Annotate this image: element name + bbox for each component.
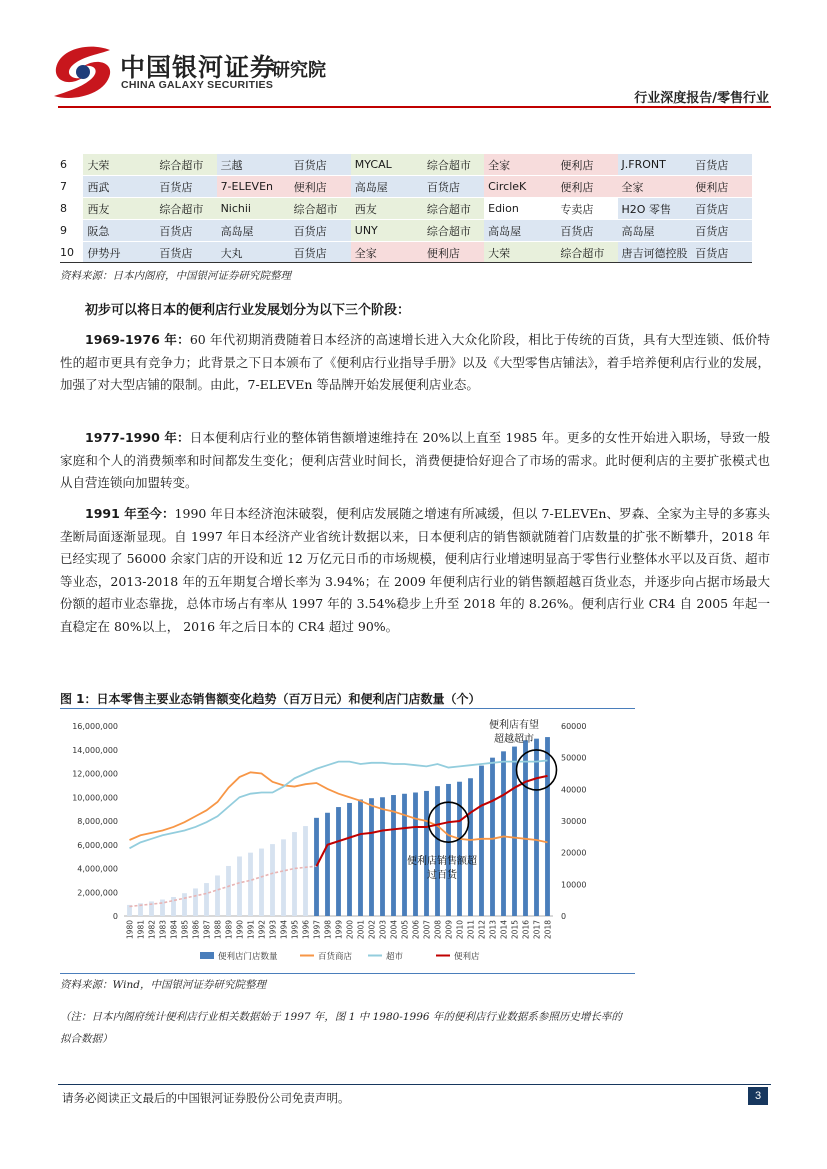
paragraph-text: 日本便利店行业的整体销售额增速维持在 20%以上直至 1985 年。更多的女性开始进入职场，导致一般家庭和个人的消费频率和时间都发生变化；便利店营业时间长，消费便捷恰好迎合了市场的需求。此时便利店的主要扩张模式也从自营连锁向加盟转变。 [60,430,770,490]
store-count-bar [446,784,451,916]
store-type-cell: 百货店 [290,154,351,176]
store-type-cell: 百货店 [423,176,484,198]
x-axis-tick-label: 1981 [136,920,146,940]
store-count-bar [490,758,495,916]
x-axis-tick-label: 1988 [213,920,223,940]
figure-note: （注：日本内阁府统计便利店行业相关数据始于 1997 年，图 1 中 1980-1996 年的便利店行业数据系参照历史增长率的拟合数据） [60,1011,622,1045]
store-type-cell: 综合超市 [423,154,484,176]
store-name-cell: 伊势丹 [83,242,155,264]
store-type-cell: 综合超市 [423,220,484,242]
paragraph-lead: 1969-1976 年： [85,332,190,347]
store-type-cell: 便利店 [423,242,484,264]
store-type-cell: 百货店 [155,242,216,264]
store-name-cell: 高岛屋 [351,176,423,198]
x-axis-tick-label: 2018 [543,920,553,940]
x-axis-tick-label: 1999 [334,920,344,940]
store-name-cell: 大荣 [83,154,155,176]
store-name-cell: J.FRONT [618,154,692,176]
x-axis-tick-label: 2013 [488,920,498,940]
store-name-cell: 大丸 [217,242,290,264]
store-count-bar [336,807,341,916]
x-axis-tick-label: 2001 [356,920,366,940]
store-name-cell: 全家 [351,242,423,264]
table-row [60,220,752,242]
figure-title-rule [60,708,635,709]
paragraph-text: 60 年代初期消费随着日本经济的高速增长进入大众化阶段，相比于传统的百货，具有大型连锁、低价特性的超市更具有竞争力；此背景之下日本颁布了《便利店行业指导手册》以及《大型零售店铺法》，着手培养便利店行业的发展，加强了对大型店铺的限制。由此，7-ELEVEn 等品牌开始发展便利店业态。 [60,332,770,392]
figure-source: 资料来源：Wind，中国银河证券研究院整理 [60,979,266,991]
legend-swatch [200,952,214,959]
report-header [0,0,827,110]
store-name-cell: 高岛屋 [217,220,290,242]
x-axis-tick-label: 2000 [345,920,355,940]
x-axis-tick-label: 2014 [499,920,509,940]
store-type-cell: 百货店 [691,220,752,242]
left-axis-tick-label: 6,000,000 [77,840,118,850]
store-count-bar [402,794,407,916]
store-count-bar [468,778,473,916]
store-count-bar [523,740,528,916]
x-axis-tick-label: 2010 [455,920,465,940]
x-axis-tick-label: 1995 [290,920,300,940]
store-name-cell: Edion [484,198,556,220]
store-type-cell: 百货店 [691,198,752,220]
store-count-bar [479,766,484,916]
store-type-cell: 百货店 [290,220,351,242]
right-axis-tick-label: 50000 [561,753,587,763]
company-name-cn: 中国银河证券 [120,53,277,82]
store-name-cell: CircleK [484,176,556,198]
store-type-cell: 综合超市 [155,198,216,220]
table-row [60,198,752,220]
annotation-text: 过百货 [427,870,457,881]
annotation-text: 便利店有望 [489,720,539,731]
store-type-cell: 综合超市 [423,198,484,220]
store-name-cell: 西友 [83,198,155,220]
left-axis-tick-label: 12,000,000 [72,769,118,779]
store-count-bar [182,893,187,916]
store-count-bar [325,813,330,916]
table-bottom-rule [60,262,752,263]
store-type-cell: 综合超市 [155,154,216,176]
page-number: 3 [748,1087,768,1105]
left-axis-tick-label: 8,000,000 [77,817,118,826]
annotation-text: 超越超市 [494,734,534,745]
store-count-bar [226,866,231,916]
x-axis-tick-label: 2017 [532,920,542,940]
store-type-cell: 便利店 [556,154,617,176]
x-axis-tick-label: 2003 [378,920,388,940]
annotation-text: 便利店销售额超 [407,856,477,867]
store-count-bar [391,795,396,916]
left-axis-tick-label: 10,000,000 [72,793,118,803]
store-type-cell: 便利店 [556,176,617,198]
paragraph-1977 [60,427,770,495]
store-count-bar [259,849,264,916]
intro-heading: 初步可以将日本的便利店行业发展划分为以下三个阶段： [85,303,411,318]
convenience-line-fitted [130,866,317,906]
store-count-bar [534,739,539,916]
rank-number: 6 [60,154,83,176]
store-type-cell: 百货店 [290,242,351,264]
report-type: 行业深度报告/零售行业 [634,91,769,106]
store-name-cell: H2O 零售 [618,198,692,220]
store-name-cell: Nichii [217,198,290,220]
x-axis-tick-label: 1980 [125,920,135,940]
store-name-cell: 高岛屋 [618,220,692,242]
figure-title: 图 1：日本零售主要业态销售额变化趋势（百万日元）和便利店门店数量（个） [60,692,481,706]
store-count-bar [237,856,242,916]
store-type-cell: 百货店 [155,176,216,198]
x-axis-tick-label: 1986 [191,920,201,940]
paragraph-1991 [60,503,770,638]
right-axis-tick-label: 60000 [561,722,587,731]
store-count-bar [413,793,418,917]
legend-label: 百货商店 [318,952,353,962]
store-name-cell: UNY [351,220,423,242]
store-name-cell: 唐吉诃德控股 [618,242,692,264]
ranking-table [60,154,752,264]
legend-label: 便利店 [454,952,480,962]
x-axis-tick-label: 1987 [202,920,212,940]
store-count-bar [501,751,506,916]
store-type-cell: 综合超市 [556,242,617,264]
x-axis-tick-label: 2004 [389,920,399,940]
x-axis-tick-label: 2009 [444,920,454,940]
legend-label: 超市 [386,952,404,962]
store-name-cell: 高岛屋 [484,220,556,242]
paragraph-lead: 1977-1990 年： [85,430,190,445]
left-axis-tick-label: 16,000,000 [72,722,118,731]
right-axis-tick-label: 30000 [561,817,587,826]
store-name-cell: 三越 [217,154,290,176]
x-axis-tick-label: 2006 [411,920,421,940]
store-name-cell: 全家 [618,176,692,198]
x-axis-tick-label: 1991 [246,920,256,940]
x-axis-tick-label: 2008 [433,920,443,940]
paragraph-1969 [60,329,770,397]
figure-bottom-rule [60,973,635,974]
store-name-cell: 7-ELEVEn [217,176,290,198]
left-axis-tick-label: 0 [112,912,118,921]
x-axis-tick-label: 2012 [477,920,487,940]
store-type-cell: 百货店 [556,220,617,242]
company-name-en: CHINA GALAXY SECURITIES [121,79,274,91]
x-axis-tick-label: 2011 [466,920,476,940]
store-count-bar [457,782,462,916]
x-axis-tick-label: 1997 [312,920,322,940]
x-axis-tick-label: 2005 [400,920,410,940]
x-axis-tick-label: 1989 [224,920,234,940]
x-axis-tick-label: 1993 [268,920,278,940]
store-type-cell: 便利店 [290,176,351,198]
table-row [60,176,752,198]
x-axis-tick-label: 1990 [235,920,245,940]
store-type-cell: 综合超市 [290,198,351,220]
x-axis-tick-label: 1982 [147,920,157,940]
x-axis-tick-label: 1985 [180,920,190,940]
store-count-bar [303,826,308,916]
left-axis-tick-label: 4,000,000 [77,864,118,874]
store-name-cell: 全家 [484,154,556,176]
paragraph-text: 1990 年日本经济泡沫破裂，便利店发展随之增速有所减缓，但以 7-ELEVEn、罗森、全家为主导的多寡头垄断局面逐渐显现。自 1997 年日本经济产业省统计数据以来，日本便利店的销售额就随着门店数量的扩张不断攀升，2018 年已经实现了 56000 余家门店的开设和近 12 万亿元日币的市场规模，便利店行业增速明显高于零售行业整体水平以及百货、超市等业态，2013-2018 年的五年期复合增长率为 3.94%；在 2009 年便利店行业的销售额超越百货业态，并逐步向占据市场最大份额的超市业态靠拢，总体市场占有率从 1997 年的 3.54%稳步上升至 2018 年的 8.26%。便利店行业 CR4 自 2005 年起一直稳定在 80%以上， 2016 年之后日本的 CR4 超过 90%。 [60,506,770,634]
right-axis-tick-label: 40000 [561,785,587,795]
header-rule [58,106,771,108]
store-count-bar [270,844,275,916]
right-axis-tick-label: 0 [561,912,567,921]
left-axis-tick-label: 2,000,000 [77,888,118,898]
x-axis-tick-label: 1998 [323,920,333,940]
table-row [60,154,752,176]
store-count-bar [358,799,363,916]
store-count-bar [347,803,352,916]
paragraph-lead: 1991 年至今： [85,506,175,521]
x-axis-tick-label: 1992 [257,920,267,940]
store-name-cell: 大荣 [484,242,556,264]
rank-number: 7 [60,176,83,198]
store-type-cell: 便利店 [691,176,752,198]
store-type-cell: 百货店 [155,220,216,242]
x-axis-tick-label: 1983 [158,920,168,940]
right-axis-tick-label: 20000 [561,848,587,858]
store-count-bar [248,853,253,916]
store-name-cell: 阪急 [83,220,155,242]
x-axis-tick-label: 1984 [169,920,179,940]
store-count-bar [380,797,385,916]
store-count-bar [424,791,429,916]
footer-rule [58,1084,771,1085]
store-name-cell: MYCAL [351,154,423,176]
rank-number: 10 [60,242,83,264]
table-row [60,242,752,264]
legend-label: 便利店门店数量 [218,952,278,962]
store-type-cell: 百货店 [691,242,752,264]
rank-number: 9 [60,220,83,242]
store-name-cell: 西武 [83,176,155,198]
footer-disclaimer: 请务必阅读正文最后的中国银河证券股份公司免责声明。 [62,1091,350,1105]
store-count-bar [204,883,209,916]
x-axis-tick-label: 2016 [521,920,531,940]
store-type-cell: 专卖店 [556,198,617,220]
rank-number: 8 [60,198,83,220]
x-axis-tick-label: 2007 [422,920,432,940]
store-count-bar [369,798,374,916]
x-axis-tick-label: 1994 [279,920,289,940]
galaxy-logo-icon [50,42,116,102]
retail-sales-chart [60,712,635,970]
left-axis-tick-label: 14,000,000 [72,745,118,755]
store-type-cell: 百货店 [691,154,752,176]
store-count-bar [281,839,286,916]
store-count-bar [215,875,220,916]
institute-label: 研究院 [272,60,326,81]
x-axis-tick-label: 2002 [367,920,377,940]
store-count-bar [545,737,550,916]
store-name-cell: 西友 [351,198,423,220]
table-source: 资料来源：日本内阁府，中国银河证券研究院整理 [60,270,291,282]
store-count-bar [193,888,198,916]
store-count-bar [292,832,297,916]
right-axis-tick-label: 10000 [561,880,587,890]
x-axis-tick-label: 2015 [510,920,520,940]
x-axis-tick-label: 1996 [301,920,311,940]
